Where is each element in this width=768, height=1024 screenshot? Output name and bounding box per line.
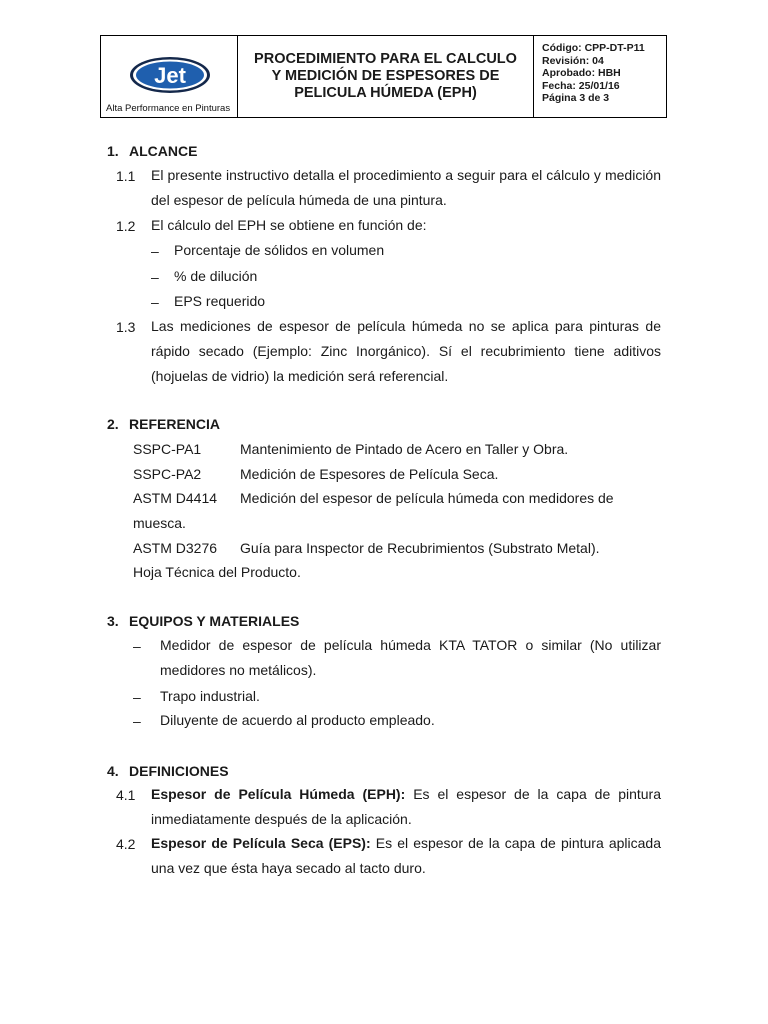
- reference-code: ASTM D4414: [133, 490, 218, 506]
- section-title: EQUIPOS Y MATERIALES: [129, 613, 300, 629]
- bullet-item: EPS requerido: [174, 293, 266, 309]
- document-meta: [534, 36, 666, 117]
- logo-tagline: Alta Performance en Pinturas: [106, 103, 231, 114]
- bullet-dash: –: [151, 294, 159, 310]
- title-line: Y MEDICIÓN DE ESPESORES DE: [271, 68, 500, 84]
- item-number: 1.3: [116, 319, 136, 335]
- document-header: [100, 35, 667, 118]
- meta-date: Fecha: 25/01/16: [542, 79, 620, 92]
- meta-page: Página 3 de 3: [542, 92, 610, 104]
- item-number: 1.1: [116, 168, 136, 184]
- bullet-dash: –: [133, 713, 141, 729]
- title-line: PELICULA HÚMEDA (EPH): [294, 85, 477, 101]
- equipment-item: Diluyente de acuerdo al producto empleado.: [160, 712, 435, 728]
- bullet-dash: –: [151, 269, 159, 285]
- definition-item-4-1: [151, 782, 661, 832]
- jet-logo: [129, 56, 211, 94]
- section-number: 2.: [107, 416, 119, 432]
- bullet-dash: –: [151, 243, 159, 259]
- section-title: REFERENCIA: [129, 416, 221, 432]
- reference-description: Medición del espesor de película húmeda con medidores de: [240, 490, 614, 506]
- item-number: 4.1: [116, 787, 136, 803]
- section-number: 1.: [107, 143, 119, 159]
- logo-cell: [101, 36, 238, 117]
- bullet-dash: –: [133, 638, 141, 654]
- definition-text: Es el espesor de la capa de pintura aplicada una vez que ésta haya secado al tacto duro.: [151, 835, 662, 876]
- reference-description: Mantenimiento de Pintado de Acero en Taller y Obra.: [240, 441, 569, 457]
- bullet-item: % de dilución: [174, 268, 258, 284]
- item-number: 1.2: [116, 218, 136, 234]
- reference-code: SSPC-PA2: [133, 466, 202, 482]
- equipment-item: Medidor de espesor de película húmeda KTA TATOR o similar (No utilizar medidores no metálicos).: [160, 637, 661, 678]
- reference-continuation: muesca.: [133, 515, 186, 531]
- section-number: 4.: [107, 763, 119, 779]
- definition-term: Espesor de Película Seca (EPS):: [151, 835, 371, 851]
- section-heading-equipos: [107, 613, 299, 629]
- section-number: 3.: [107, 613, 119, 629]
- section-heading-referencia: [107, 416, 220, 432]
- alcance-item-1-1: El presente instructivo detalla el procedimiento a seguir para el cálculo y medición del espesor de película húmeda de una pintura.: [151, 167, 661, 208]
- reference-code: SSPC-PA1: [133, 441, 202, 457]
- definition-text: Es el espesor de la capa de pintura inmediatamente después de la aplicación.: [151, 786, 661, 827]
- definition-term: Espesor de Película Húmeda (EPH):: [151, 786, 406, 802]
- reference-description: Guía para Inspector de Recubrimientos (Substrato Metal).: [240, 540, 600, 556]
- title-line: PROCEDIMIENTO PARA EL CALCULO: [254, 51, 517, 67]
- item-number: 4.2: [116, 836, 136, 852]
- bullet-dash: –: [133, 689, 141, 705]
- reference-code: ASTM D3276: [133, 540, 218, 556]
- alcance-item-1-3: Las mediciones de espesor de película húmeda no se aplica para pinturas de rápido secado (Ejemplo: Zinc Inorgánico). Sí el recubrimiento tiene aditivos (hojuelas de vidrio) la medición será referencial.: [151, 318, 661, 384]
- section-heading-alcance: [107, 143, 197, 159]
- document-title: [238, 36, 534, 117]
- meta-code: Código: CPP-DT-P11: [542, 42, 645, 54]
- bullet-item: Porcentaje de sólidos en volumen: [174, 242, 385, 258]
- meta-revision: Revisión: 04: [542, 54, 604, 67]
- section-heading-definiciones: [107, 763, 229, 779]
- reference-description: Medición de Espesores de Película Seca.: [240, 466, 499, 482]
- section-title: ALCANCE: [129, 143, 198, 159]
- alcance-item-1-2: El cálculo del EPH se obtiene en función de:: [151, 217, 427, 233]
- meta-approved: Aprobado: HBH: [542, 67, 621, 79]
- logo-text: Jet: [154, 63, 186, 88]
- reference-extra: Hoja Técnica del Producto.: [133, 564, 301, 580]
- definition-item-4-2: [151, 831, 661, 881]
- section-title: DEFINICIONES: [129, 763, 229, 779]
- equipment-item: Trapo industrial.: [160, 688, 260, 704]
